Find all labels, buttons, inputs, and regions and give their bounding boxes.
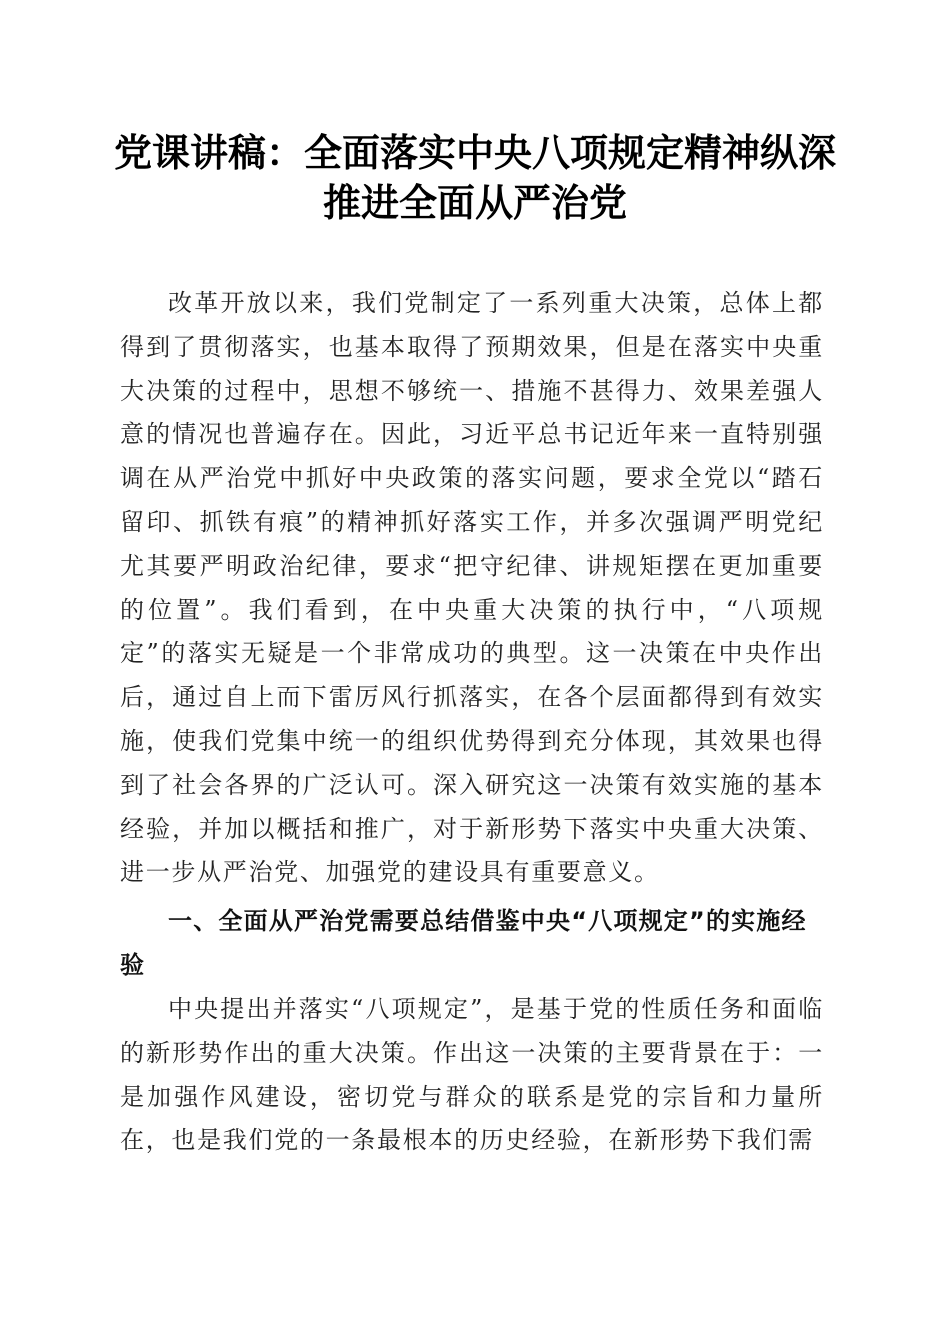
document-title: 党课讲稿：全面落实中央八项规定精神纵深推进全面从严治党 [113,130,836,225]
section-heading: 一、全面从严治党需要总结借鉴中央“八项规定”的实施经验 [120,907,807,979]
body-paragraph: 中央提出并落实“八项规定”，是基于党的性质任务和面临的新形势作出的重大决策。作出这一决策的主要背景在于：一是加强作风建设，密切党与群众的联系是党的宗旨和力量所在，也是我们党的一条最根本的历史经验，在新形势下我们需 [120,995,824,1155]
body-paragraph: 改革开放以来，我们党制定了一系列重大决策，总体上都得到了贯彻落实，也基本取得了预期效果，但是在落实中央重大决策的过程中，思想不够统一、措施不甚得力、效果差强人意的情况也普遍存在。因此，习近平总书记近年来一直特别强调在从严治党中抓好中央政策的落实问题，要求全党以“踏石留印、抓铁有痕”的精神抓好落实工作，并多次强调严明党纪尤其要严明政治纪律，要求“把守纪律、讲规矩摆在更加重要的位置”。我们看到，在中央重大决策的执行中，“八项规定”的落实无疑是一个非常成功的典型。这一决策在中央作出后，通过自上而下雷厉风行抓落实，在各个层面都得到有效实施，使我们党集中统一的组织优势得到充分体现，其效果也得到了社会各界的广泛认可。深入研究这一决策有效实施的基本经验，并加以概括和推广，对于新形势下落实中央重大决策、进一步从严治党、加强党的建设具有重要意义。 [120,289,824,887]
